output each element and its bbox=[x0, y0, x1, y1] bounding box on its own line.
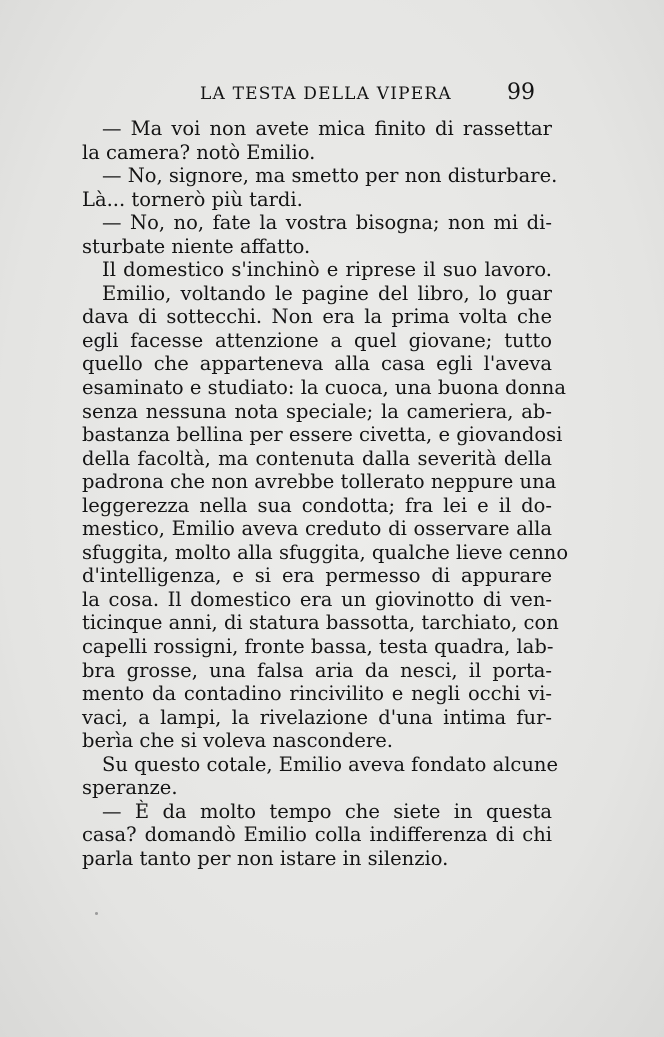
text-line: senza nessuna nota speciale; la cameriera, ab- bbox=[82, 399, 552, 423]
text-line: parla tanto per non istare in silenzio. bbox=[82, 846, 449, 870]
page-header bbox=[200, 80, 535, 108]
text-line: Su questo cotale, Emilio aveva fondato alcune bbox=[102, 752, 559, 776]
text-line: d'intelligenza, e si era permesso di appurare bbox=[82, 564, 552, 588]
text-line: Là... tornerò più tardi. bbox=[82, 187, 303, 211]
text-line: bastanza bellina per essere civetta, e giovandosi bbox=[82, 423, 563, 447]
text-line: — Ma voi non avete mica finito di rassettar bbox=[102, 117, 552, 140]
text-line: padrona che non avrebbe tollerato neppure una bbox=[82, 470, 557, 494]
page-number: 99 bbox=[507, 80, 535, 105]
text-line: leggerezza nella sua condotta; fra lei e il do- bbox=[82, 493, 552, 517]
text-line: egli facesse attenzione a quel giovane; tutto bbox=[82, 328, 552, 352]
text-line: la cosa. Il domestico era un giovinotto di ven- bbox=[82, 587, 552, 611]
text-line: dava di sottecchi. Non era la prima volta che bbox=[82, 305, 552, 329]
text-line: — No, signore, ma smetto per non disturbare. bbox=[102, 164, 558, 188]
text-line: sfuggita, molto alla sfuggita, qualche lieve cenno bbox=[82, 540, 569, 564]
running-title: LA TESTA DELLA VIPERA bbox=[200, 84, 452, 104]
text-line: Il domestico s'inchinò e riprese il suo lavoro. bbox=[102, 258, 552, 282]
text-line: esaminato e studiato: la cuoca, una buona donna bbox=[82, 376, 566, 400]
text-line: — No, no, fate la vostra bisogna; non mi di- bbox=[102, 211, 552, 235]
text-line: casa? domandò Emilio colla indifferenza di chi bbox=[82, 823, 552, 847]
page-body bbox=[82, 117, 569, 871]
text-line: Emilio, voltando le pagine del libro, lo guar bbox=[102, 281, 552, 305]
text-line: vaci, a lampi, la rivelazione d'una intima fur- bbox=[82, 705, 552, 729]
text-line: mestico, Emilio aveva creduto di osservare alla bbox=[82, 517, 552, 541]
text-line: ticinque anni, di statura bassotta, tarchiato, con bbox=[82, 611, 559, 635]
text-line: sturbate niente affatto. bbox=[82, 234, 311, 258]
text-line: berìa che si voleva nascondere. bbox=[82, 729, 393, 753]
ink-speck bbox=[95, 912, 98, 915]
text-line: speranze. bbox=[82, 776, 178, 800]
text-line: capelli rossigni, fronte bassa, testa quadra, lab- bbox=[82, 635, 554, 659]
text-line: la camera? notò Emilio. bbox=[82, 140, 316, 164]
text-line: — È da molto tempo che siete in questa bbox=[102, 799, 552, 823]
text-line: mento da contadino rincivilito e negli occhi vi- bbox=[82, 682, 552, 706]
text-line: quello che apparteneva alla casa egli l'aveva bbox=[82, 352, 552, 376]
text-line: della facoltà, ma contenuta dalla severità della bbox=[82, 446, 552, 470]
text-line: bra grosse, una falsa aria da nesci, il porta- bbox=[82, 658, 552, 682]
